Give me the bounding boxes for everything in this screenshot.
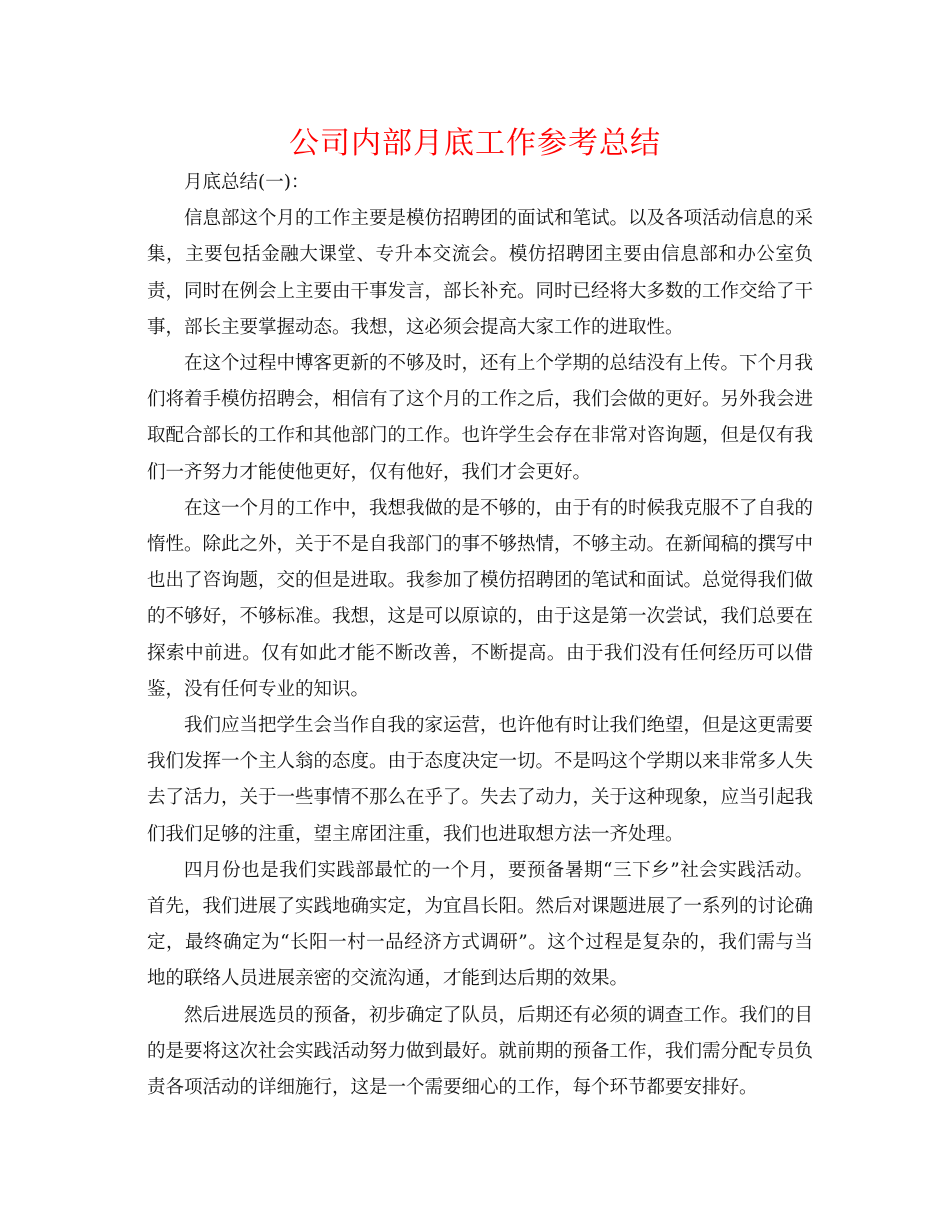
body-paragraph: 在这个过程中博客更新的不够及时，还有上个学期的总结没有上传。下个月我们将着手模仿招聘会，相信有了这个月的工作之后，我们会做的更好。另外我会进取配合部长的工作和其他部门的工作。也许学生会存在非常对咨询题，但是仅有我们一齐努力才能使他更好，仅有他好，我们才会更好。 <box>147 353 814 483</box>
document-body <box>147 165 813 1106</box>
body-paragraph: 四月份也是我们实践部最忙的一个月，要预备暑期“三下乡”社会实践活动。首先，我们进展了实践地确实定，为宜昌长阳。然后对课题进展了一系列的讨论确定，最终确定为“长阳一村一品经济方式调研”。这个过程是复杂的，我们需与当地的联络人员进展亲密的交流沟通，才能到达后期的效果。 <box>147 859 814 990</box>
page-title: 公司内部月底工作参考总结 <box>289 126 661 161</box>
body-paragraph: 信息部这个月的工作主要是模仿招聘团的面试和笔试。以及各项活动信息的采集，主要包括金融大课堂、专升本交流会。模仿招聘团主要由信息部和办公室负责，同时在例会上主要由干事发言，部长补充。同时已经将大多数的工作交给了干事，部长主要掌握动态。我想，这必须会提高大家工作的进取性。 <box>147 208 814 338</box>
section-subheading: 月底总结(一)： <box>184 172 310 193</box>
body-paragraph: 我们应当把学生会当作自我的家运营，也许他有时让我们绝望，但是这更需要我们发挥一个主人翁的态度。由于态度决定一切。不是吗这个学期以来非常多人失去了活力，关于一些事情不那么在乎了。失去了动力，关于这种现象，应当引起我们我们足够的注重，望主席团注重，我们也进取想方法一齐处理。 <box>147 715 814 845</box>
body-paragraph: 在这一个月的工作中，我想我做的是不够的，由于有的时候我克服不了自我的惰性。除此之外，关于不是自我部门的事不够热情，不够主动。在新闻稿的撰写中也出了咨询题，交的但是进取。我参加了模仿招聘团的笔试和面试。总觉得我们做的不够好，不够标准。我想，这是可以原谅的，由于这是第一次尝试，我们总要在探索中前进。仅有如此才能不断改善，不断提高。由于我们没有任何经历可以借鉴，没有任何专业的知识。 <box>147 497 814 700</box>
body-paragraph: 然后进展选员的预备，初步确定了队员，后期还有必须的调查工作。我们的目的是要将这次社会实践活动努力做到最好。就前期的预备工作，我们需分配专员负责各项活动的详细施行，这是一个需要细心的工作，每个环节都要安排好。 <box>147 1004 814 1099</box>
